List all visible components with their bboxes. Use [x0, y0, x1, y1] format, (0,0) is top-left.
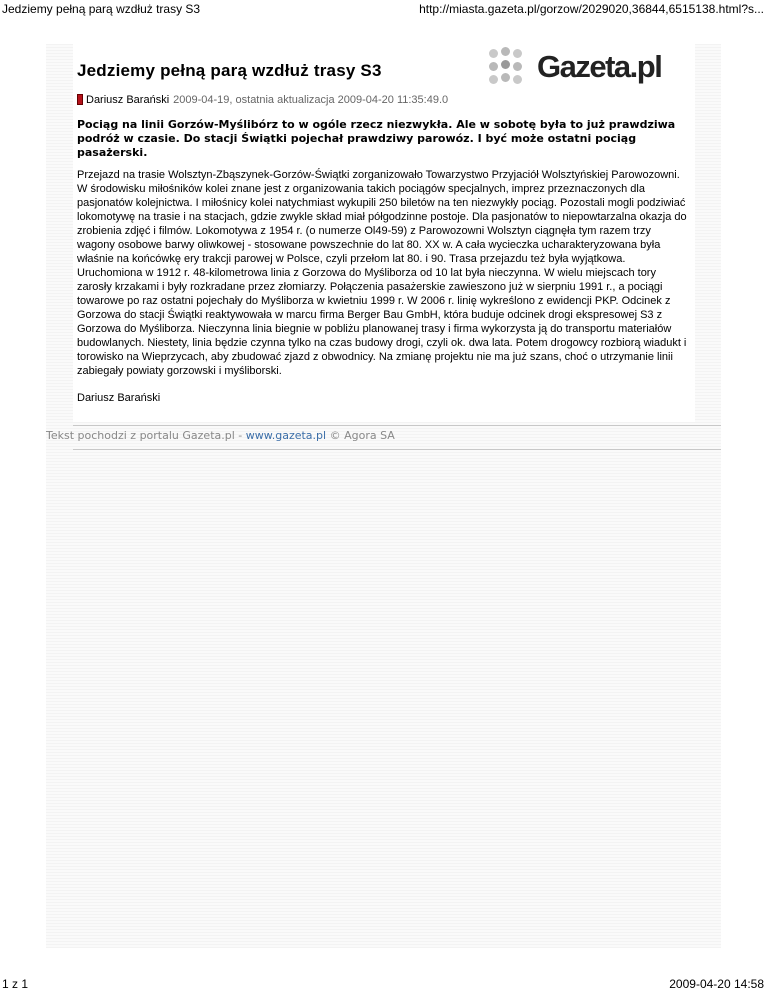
- article-author: Dariusz Barański: [86, 94, 170, 106]
- logo-dots-icon: [489, 47, 533, 87]
- article-lead: Pociąg na linii Gorzów-Myślibórz to w ogóle rzecz niezwykła. Ale w sobotę była to już prawdziwa podróż w czasie. Do stacji Świątki pojechał prawdziwy parowóz. I być może ostatni pociąg pasażerski.: [77, 118, 676, 159]
- article-body: Przejazd na trasie Wolsztyn-Zbąszynek-Gorzów-Świątki zorganizowało Towarzystwo Przyjaciół Wolsztyńskiej Parowozowni. W środowisku miłośników kolei znane jest z organizowania takich pociągów specjalnych, imprez przeznaczonych dla pasjonatów kolejnictwa. I miłośnicy kolei natychmiast wykupili 250 biletów na ten niezwykły pociąg. Pozostali mogli podziwiać lokomotywę na trasie i na stacjach, gdzie zwykle skład miał półgodzinne postoje. Dla pasjonatów to niepowtarzalna okazja do zrobienia zdjęć i filmów. Lokomotywa z 1954 r. (o numerze Ol49-59) z Parowozowni Wolsztyn ciągnęła tym razem trzy wagony osobowe barwy oliwkowej - stosowane powszechnie do lat 80. XX w. A cała wycieczka ucharakteryzowana była właśnie na końcówkę ery trakcji parowej w Polsce, czyli przełom lat 80. i 90. Trasa przejazdu też była wyjątkowa. Uruchomiona w 1912 r. 48-kilometrowa linia z Gorzowa do Myśliborza od 10 lat była nieczynna. W wielu miejscach tory zarosły krzakami i były rozkradane przez złomiarzy. Połączenia pasażerskie zawieszono już w sierpniu 1991 r., a pociągi towarowe po raz ostatni pojechały do Myśliborza w kwietniu 1999 r. W 2006 r. linię wykreślono z ewidencji PKP. Odcinek z Gorzowa do stacji Świątki reaktywowała w marcu firma Berger Bau GmbH, która buduje odcinek drogi ekspresowej S3 z Gorzowa do Myśliborza. Nieczynna linia biegnie w pobliżu planowanej trasy i firma wykorzysta ją do transportu materiałów budowlanych. Niestety, linia będzie czynna tylko na czas budowy drogi, czyli ok. dwa lata. Potem drogowcy rozbiorą wiadukt i torowisko na Wieprzycach, aby zbudować zjazd z obwodnicy. Na zmianę projektu nie ma już szans, choć o utrzymanie linii zabiegały powiaty gorzowski i myśliborski.: [77, 169, 687, 377]
- gazeta-link[interactable]: www.gazeta.pl: [245, 429, 327, 442]
- print-header: [0, 0, 768, 20]
- author-marker-icon: [77, 94, 83, 105]
- page-number: 1 z 1: [2, 977, 29, 991]
- source-footer: [46, 429, 395, 442]
- article-signature: Dariusz Barański: [77, 392, 161, 404]
- print-footer: [0, 977, 768, 993]
- byline: [77, 93, 448, 107]
- print-datetime: 2009-04-20 14:58: [669, 977, 764, 991]
- article: [73, 44, 695, 422]
- footer-copyright: © Agora SA: [326, 429, 395, 442]
- print-url: http://miasta.gazeta.pl/gorzow/2029020,36844,6515138.html?s...: [419, 2, 764, 16]
- gazeta-logo[interactable]: [489, 47, 699, 87]
- article-date: 2009-04-19, ostatnia aktualizacja 2009-04-20 11:35:49.0: [173, 94, 449, 106]
- print-page-title: Jedziemy pełną parą wzdłuż trasy S3: [2, 2, 201, 16]
- footer-prefix: Tekst pochodzi z portalu Gazeta.pl -: [46, 429, 246, 442]
- footer-divider-top: [73, 425, 721, 426]
- logo-wordmark: Gazeta.pl: [537, 49, 662, 84]
- footer-divider-bottom: [73, 449, 721, 450]
- article-title: Jedziemy pełną parą wzdłuż trasy S3: [77, 61, 382, 80]
